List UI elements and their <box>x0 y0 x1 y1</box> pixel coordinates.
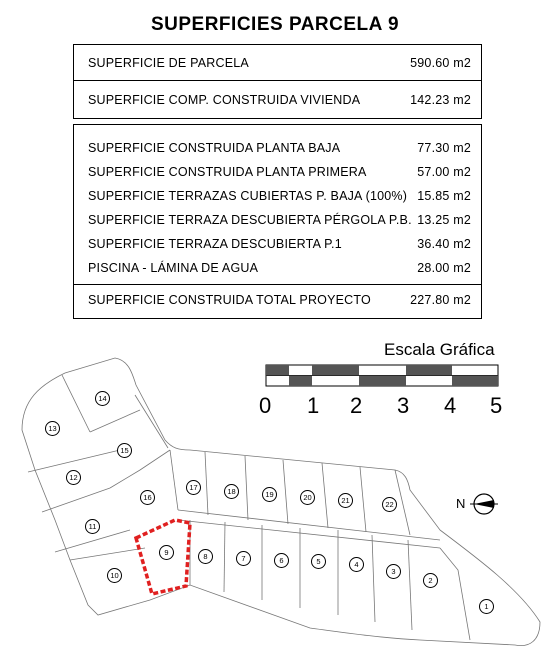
surface-label: SUPERFICIE CONSTRUIDA PLANTA PRIMERA <box>88 165 367 179</box>
parcel-number: 2 <box>423 573 438 588</box>
parcel-number: 1 <box>479 599 494 614</box>
parcel-number: 20 <box>300 490 315 505</box>
scale-number: 5 <box>490 393 503 418</box>
parcel-number: 21 <box>338 493 353 508</box>
scale-number: 4 <box>444 393 457 418</box>
parcel-number: 6 <box>274 553 289 568</box>
scale-number: 0 <box>259 393 272 418</box>
total-label: SUPERFICIE CONSTRUIDA TOTAL PROYECTO <box>88 293 371 307</box>
parcel-number: 3 <box>386 564 401 579</box>
surface-value: 28.00 m2 <box>417 261 471 275</box>
surface-label: SUPERFICIE TERRAZAS CUBIERTAS P. BAJA (100%) <box>88 189 408 203</box>
parcel-number: 4 <box>349 557 364 572</box>
surface-label: SUPERFICIE CONSTRUIDA PLANTA BAJA <box>88 141 341 155</box>
parcel-number: 17 <box>186 480 201 495</box>
scale-number: 1 <box>307 393 320 418</box>
surface-value: 142.23 m2 <box>410 93 471 107</box>
compass-label: N <box>456 496 466 511</box>
total-value: 227.80 m2 <box>410 293 471 307</box>
surface-value: 36.40 m2 <box>417 237 471 251</box>
parcel-number: 13 <box>45 421 60 436</box>
parcel-number: 5 <box>311 554 326 569</box>
compass-icon <box>470 494 498 514</box>
surface-value: 590.60 m2 <box>410 56 471 70</box>
surface-value: 13.25 m2 <box>417 213 471 227</box>
parcel-number: 22 <box>382 497 397 512</box>
parcel-number: 11 <box>85 519 100 534</box>
surface-label: SUPERFICIE COMP. CONSTRUIDA VIVIENDA <box>88 93 361 107</box>
surface-label: SUPERFICIE DE PARCELA <box>88 56 249 70</box>
surface-label: SUPERFICIE TERRAZA DESCUBIERTA P.1 <box>88 237 342 251</box>
surface-value: 57.00 m2 <box>417 165 471 179</box>
surface-value: 15.85 m2 <box>417 189 471 203</box>
parcel-number: 12 <box>66 470 81 485</box>
surface-label: PISCINA - LÁMINA DE AGUA <box>88 261 259 275</box>
surface-value: 77.30 m2 <box>417 141 471 155</box>
scale-title: Escala Gráfica <box>384 340 495 359</box>
scale-number: 3 <box>397 393 410 418</box>
surface-label: SUPERFICIE TERRAZA DESCUBIERTA PÉRGOLA P.B. <box>88 213 412 227</box>
parcel-number: 16 <box>140 490 155 505</box>
parcel-number: 7 <box>236 551 251 566</box>
scale-number: 2 <box>350 393 363 418</box>
page-title: SUPERFICIES PARCELA 9 <box>150 14 400 35</box>
parcel-number: 10 <box>107 568 122 583</box>
parcel-number: 15 <box>117 443 132 458</box>
parcel-number: 18 <box>224 484 239 499</box>
parcel-number: 8 <box>198 549 213 564</box>
parcel-number: 19 <box>262 487 277 502</box>
parcel-number: 14 <box>95 391 110 406</box>
parcel-number: 9 <box>159 545 174 560</box>
